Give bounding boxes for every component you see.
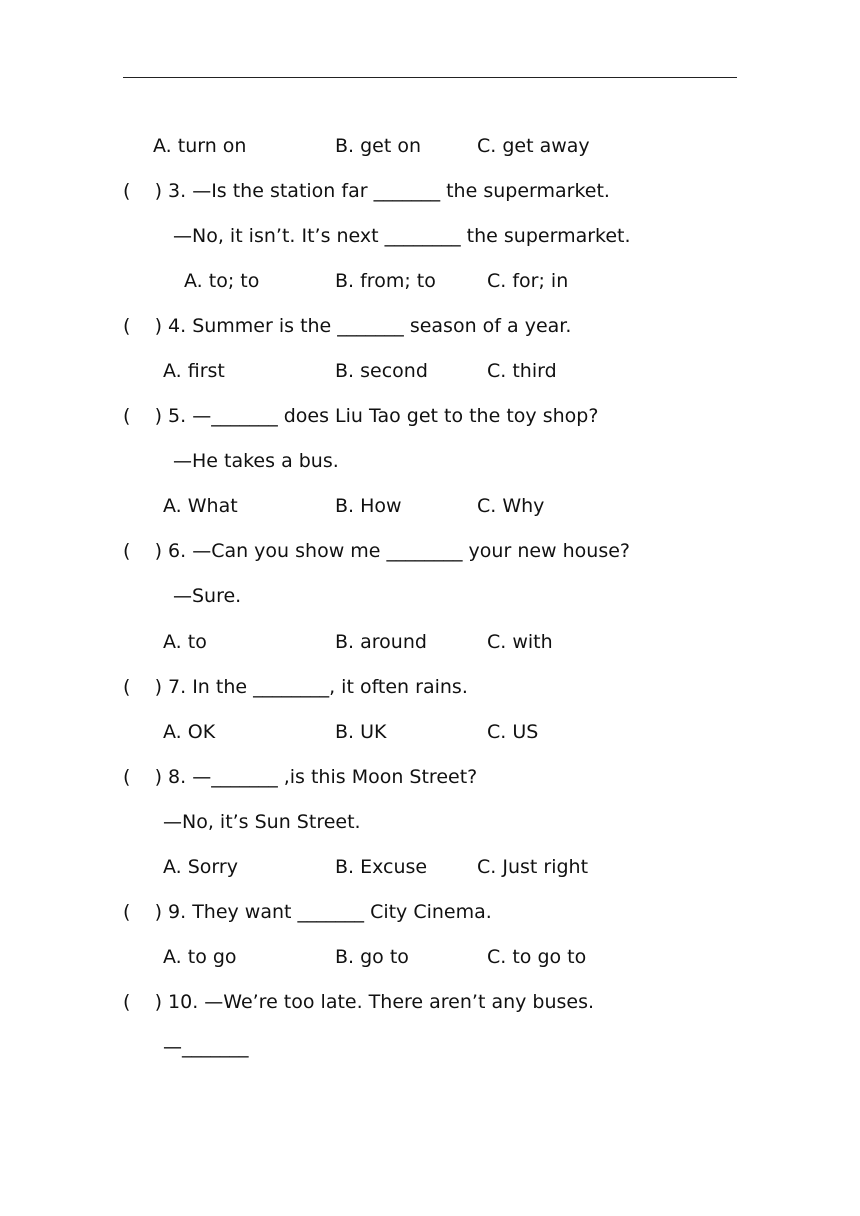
q3-stem: ( ) 3. —Is the station far _______ the supermarket. [123,180,610,202]
q7-option-b: B. UK [335,721,387,743]
q9-option-a: A. to go [163,946,237,968]
q2-option-c: C. get away [477,135,590,157]
q8-option-a: A. Sorry [163,856,238,878]
q6-stem: ( ) 6. —Can you show me ________ your new house? [123,540,631,562]
q6-response: —Sure. [173,585,242,607]
q3-option-a: A. to; to [184,270,260,292]
q5-response: —He takes a bus. [173,450,339,472]
q4-option-a: A. first [163,360,225,382]
q2-option-b: B. get on [335,135,422,157]
q8-response: —No, it’s Sun Street. [163,811,361,833]
q2-option-a: A. turn on [153,135,247,157]
q3-option-c: C. for; in [487,270,569,292]
q4-option-c: C. third [487,360,557,382]
q6-option-b: B. around [335,631,427,653]
q4-stem: ( ) 4. Summer is the _______ season of a year. [123,315,572,337]
q8-option-b: B. Excuse [335,856,428,878]
q7-stem: ( ) 7. In the ________, it often rains. [123,676,468,698]
q8-stem: ( ) 8. —_______ ,is this Moon Street? [123,766,478,788]
q10-stem: ( ) 10. —We’re too late. There aren’t any buses. [123,991,595,1013]
q9-option-b: B. go to [335,946,409,968]
header-rule [123,77,737,78]
q5-option-b: B. How [335,495,402,517]
q9-stem: ( ) 9. They want _______ City Cinema. [123,901,492,923]
q6-option-c: C. with [487,631,553,653]
q4-option-b: B. second [335,360,428,382]
q3-response: —No, it isn’t. It’s next ________ the supermarket. [173,225,631,247]
q7-option-a: A. OK [163,721,216,743]
q3-option-b: B. from; to [335,270,436,292]
q7-option-c: C. US [487,721,539,743]
q6-option-a: A. to [163,631,207,653]
q9-option-c: C. to go to [487,946,587,968]
q5-stem: ( ) 5. —_______ does Liu Tao get to the toy shop? [123,405,599,427]
q8-option-c: C. Just right [477,856,589,878]
q5-option-a: A. What [163,495,238,517]
q10-response: —_______ [163,1036,249,1058]
q5-option-c: C. Why [477,495,545,517]
